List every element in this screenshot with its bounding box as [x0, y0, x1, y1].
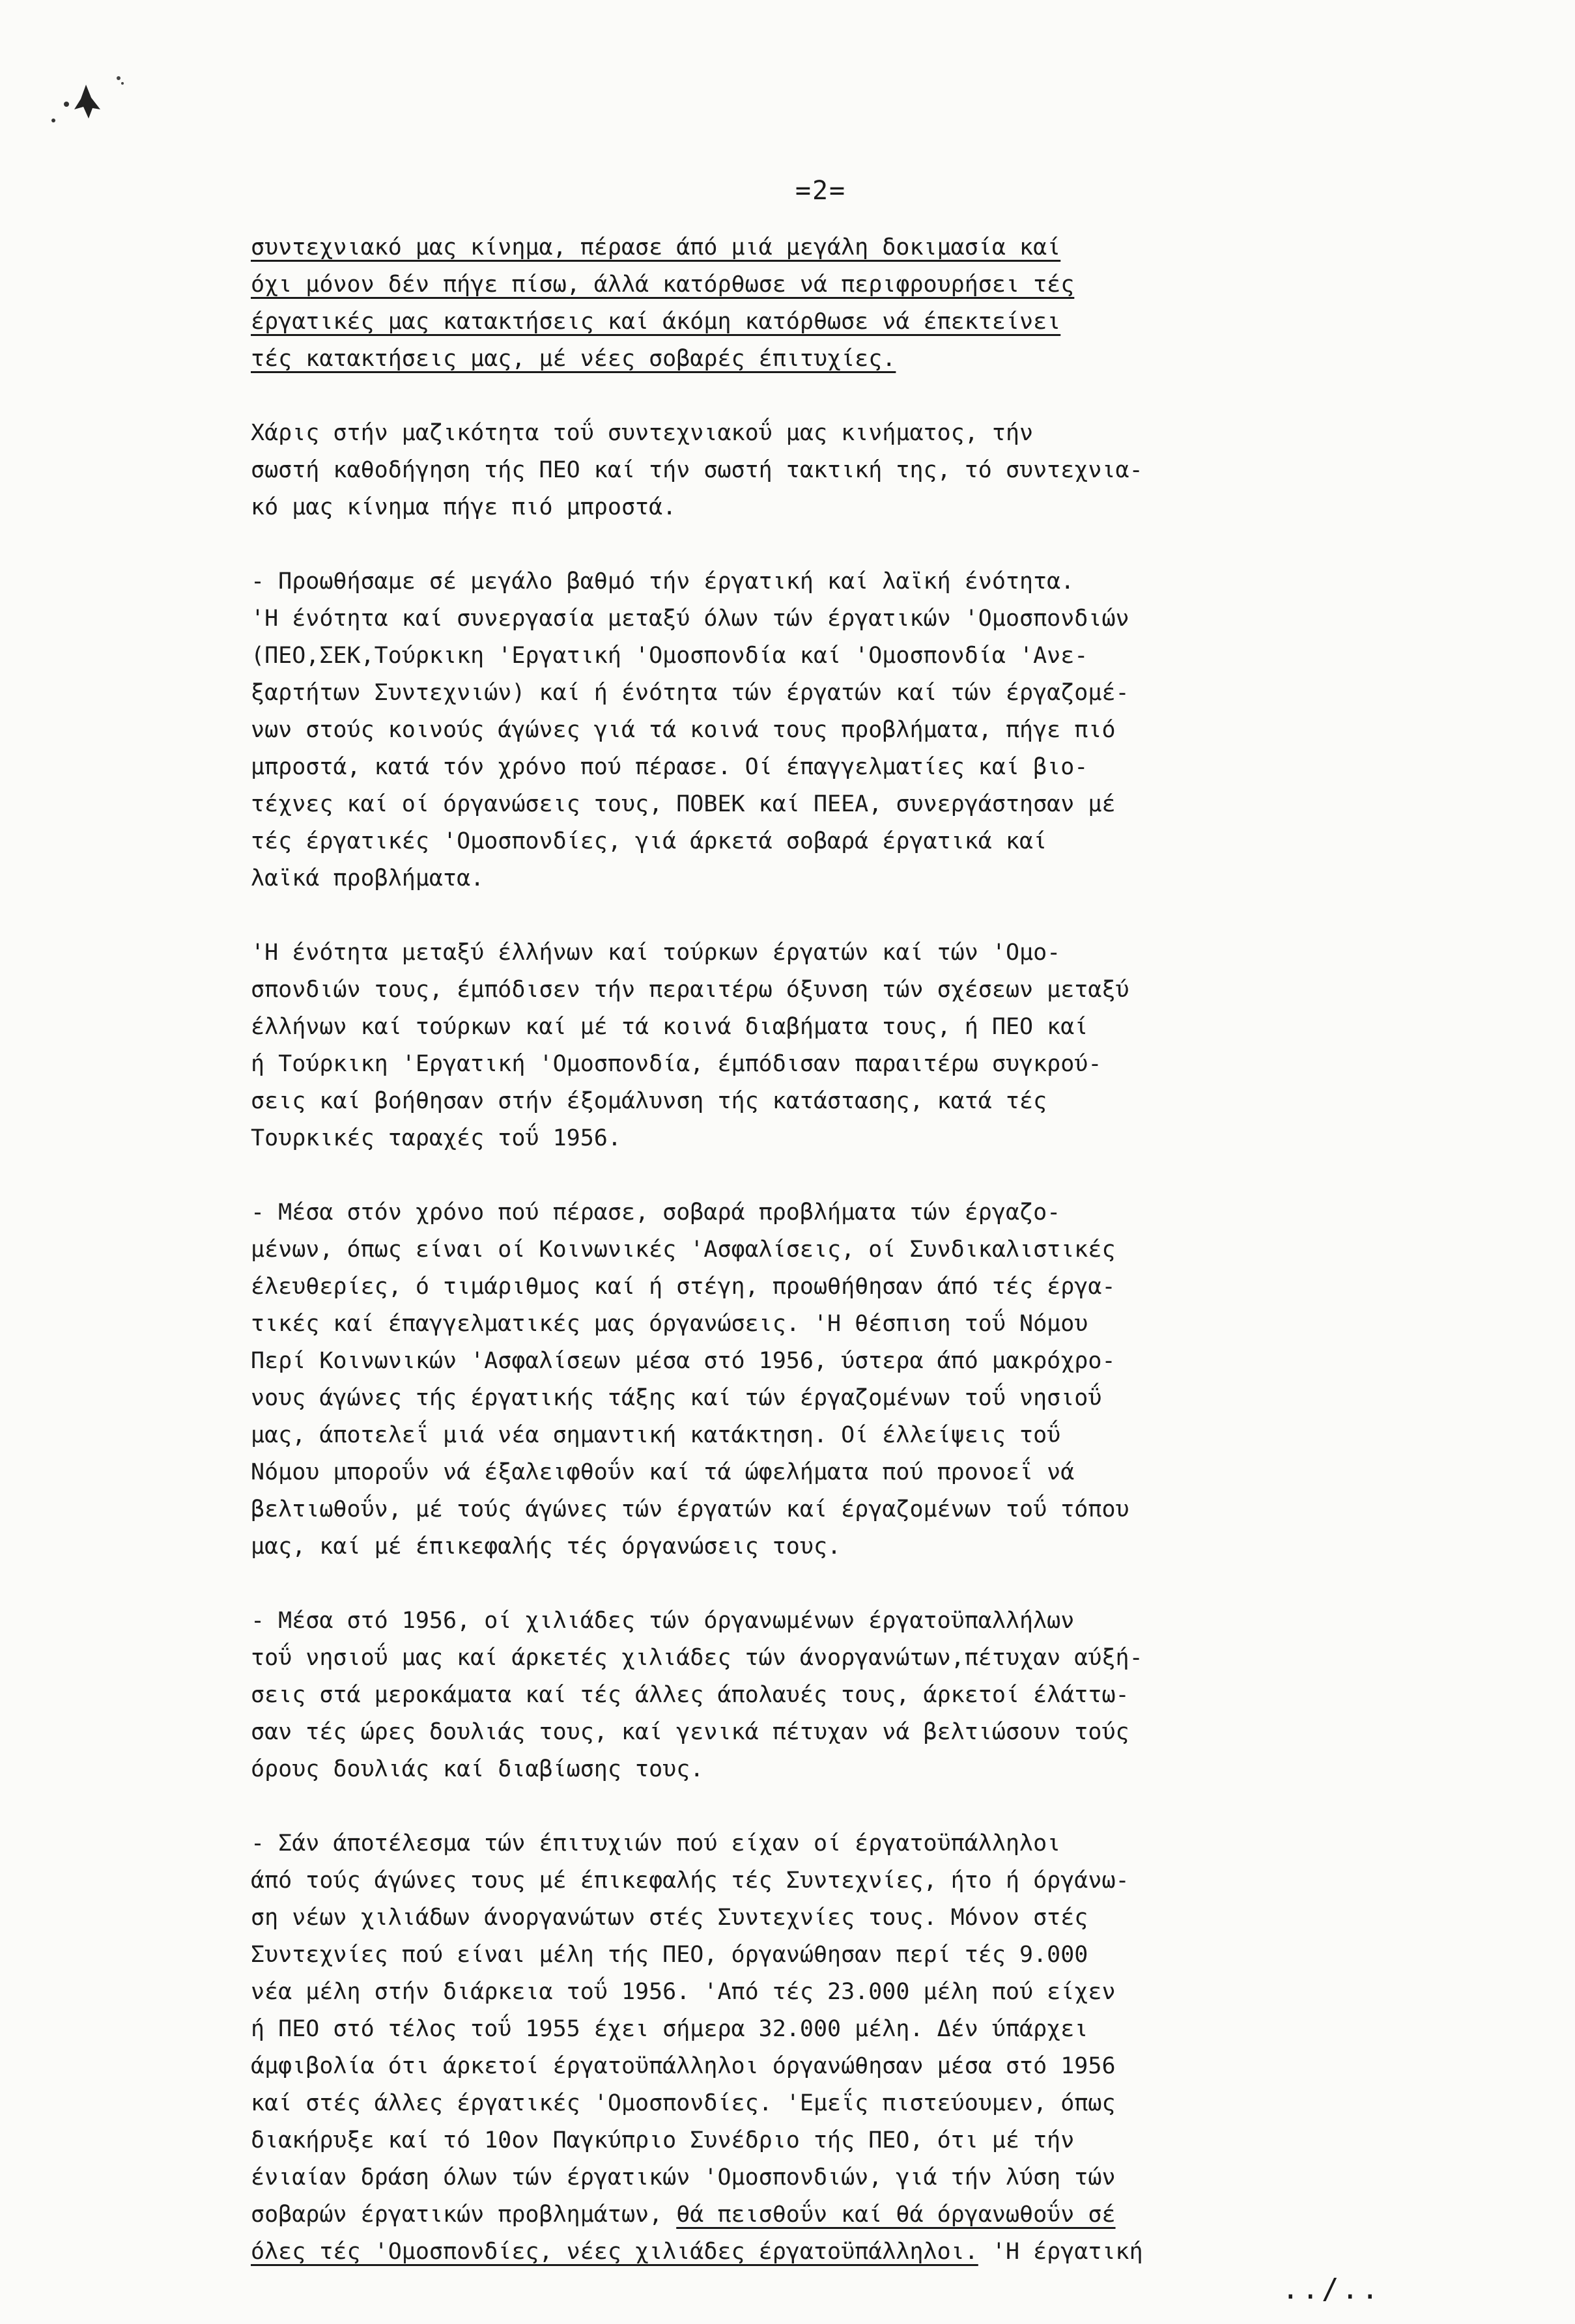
- text-line: λαϊκά προβλήματα.: [251, 865, 485, 891]
- text-line: ή Τούρκικη 'Εργατική 'Ομοσπονδία, έμπόδισαν παραιτέρω συγκρού-: [251, 1051, 1102, 1077]
- text-line: όλες τές 'Ομοσπονδίες, νέες χιλιάδες έργατοϋπάλληλοι. 'Η έργατική: [251, 2239, 1143, 2265]
- text-line: - Μέσα στόν χρόνο πού πέρασε, σοβαρά προβλήματα τών έργαζο-: [251, 1199, 1061, 1225]
- text-line: βελτιωθοΰν, μέ τούς άγώνες τών έργατών καί έργαζομένων τοΰ τόπου: [251, 1496, 1129, 1522]
- text-line: ση νέων χιλιάδων άνοργανώτων στές Συντεχνίες τους. Μόνον στές: [251, 1905, 1088, 1931]
- text-line: σωστή καθοδήγηση τής ΠΕΟ καί τήν σωστή τακτική της, τό συντεχνια-: [251, 457, 1143, 483]
- text-line: άμφιβολία ότι άρκετοί έργατοϋπάλληλοι όργανώθησαν μέσα στό 1956: [251, 2053, 1116, 2079]
- text-line: Χάρις στήν μαζικότητα τοΰ συντεχνιακοΰ μας κινήματος, τήν: [251, 420, 1034, 446]
- text-line: μπροστά, κατά τόν χρόνο πού πέρασε. Οί έπαγγελματίες καί βιο-: [251, 754, 1088, 780]
- text-line: μένων, όπως είναι οί Κοινωνικές 'Ασφαλίσεις, οί Συνδικαλιστικές: [251, 1237, 1116, 1263]
- text-line: όχι μόνον δέν πήγε πίσω, άλλά κατόρθωσε νά περιφρουρήσει τές: [251, 272, 1075, 298]
- text-line: σοβαρών έργατικών προβλημάτων, θά πεισθοΰν καί θά όργανωθοΰν σέ: [251, 2202, 1116, 2228]
- text-line: τικές καί έπαγγελματικές μας όργανώσεις. 'Η θέσπιση τοΰ Νόμου: [251, 1311, 1088, 1337]
- text-line: τέχνες καί οί όργανώσεις τους, ΠΟΒΕΚ καί ΠΕΕΑ, συνεργάστησαν μέ: [251, 791, 1116, 817]
- paragraph: [251, 1603, 1524, 1788]
- text-line: έλλήνων καί τούρκων καί μέ τά κοινά διαβήματα τους, ή ΠΕΟ καί: [251, 1014, 1088, 1040]
- text-line: άπό τούς άγώνες τους μέ έπικεφαλής τές Συντεχνίες, ήτο ή όργάνω-: [251, 1868, 1129, 1894]
- text-line: Τουρκικές ταραχές τοΰ 1956.: [251, 1125, 621, 1151]
- text-line: τοΰ νησιοΰ μας καί άρκετές χιλιάδες τών άνοργανώτων,πέτυχαν αύξή-: [251, 1645, 1143, 1671]
- text-line: τές έργατικές 'Ομοσπονδίες, γιά άρκετά σοβαρά έργατικά καί: [251, 828, 1047, 854]
- ink-mark-icon: [40, 59, 125, 143]
- text-line: σεις στά μεροκάματα καί τές άλλες άπολαυές τους, άρκετοί έλάττω-: [251, 1682, 1129, 1708]
- page-number: =2=: [795, 176, 847, 206]
- paragraph-gap: [251, 897, 1524, 934]
- paragraph: [251, 563, 1524, 897]
- paragraph-gap: [251, 1157, 1524, 1194]
- text-line: νων στούς κοινούς άγώνες γιά τά κοινά τους προβλήματα, πήγε πιό: [251, 717, 1116, 743]
- paragraph: [251, 229, 1524, 378]
- paragraph: [251, 934, 1524, 1157]
- paragraph: [251, 1194, 1524, 1565]
- text-line: ένιαίαν δράση όλων τών έργατικών 'Ομοσπονδιών, γιά τήν λύση τών: [251, 2164, 1116, 2191]
- text-line: νους άγώνες τής έργατικής τάξης καί τών έργαζομένων τοΰ νησιοΰ: [251, 1385, 1102, 1411]
- text-line: 'Η ένότητα μεταξύ έλλήνων καί τούρκων έργατών καί τών 'Ομο-: [251, 940, 1061, 966]
- text-line: νέα μέλη στήν διάρκεια τοΰ 1956. 'Από τές 23.000 μέλη πού είχεν: [251, 1979, 1116, 2005]
- text-line: - Σάν άποτέλεσμα τών έπιτυχιών πού είχαν οί έργατοϋπάλληλοι: [251, 1830, 1061, 1856]
- text-line: όρους δουλιάς καί διαβίωσης τους.: [251, 1756, 704, 1782]
- text-line: καί στές άλλες έργατικές 'Ομοσπονδίες. 'Εμεΐς πιστεύουμεν, όπως: [251, 2090, 1116, 2116]
- text-line: ξαρτήτων Συντεχνιών) καί ή ένότητα τών έργατών καί τών έργαζομέ-: [251, 680, 1129, 706]
- text-line: έλευθερίες, ό τιμάριθμος καί ή στέγη, προωθήθησαν άπό τές έργα-: [251, 1274, 1116, 1300]
- text-line: κό μας κίνημα πήγε πιό μπροστά.: [251, 494, 677, 520]
- text-line: - Προωθήσαμε σέ μεγάλο βαθμό τήν έργατική καί λαϊκή ένότητα.: [251, 568, 1075, 595]
- text-line: Περί Κοινωνικών 'Ασφαλίσεων μέσα στό 1956, ύστερα άπό μακρόχρο-: [251, 1348, 1116, 1374]
- continuation-mark: ../..: [1282, 2273, 1382, 2306]
- text-line: (ΠΕΟ,ΣΕΚ,Τούρκικη 'Εργατική 'Ομοσπονδία καί 'Ομοσπονδία 'Ανε-: [251, 643, 1088, 669]
- paragraph-gap: [251, 378, 1524, 415]
- text-line: μας, καί μέ έπικεφαλής τές όργανώσεις τους.: [251, 1533, 842, 1560]
- document-body: [251, 229, 1524, 2271]
- text-line: έργατικές μας κατακτήσεις καί άκόμη κατόρθωσε νά έπεκτείνει: [251, 309, 1061, 335]
- text-line: σαν τές ώρες δουλιάς τους, καί γενικά πέτυχαν νά βελτιώσουν τούς: [251, 1719, 1129, 1745]
- text-line: συντεχνιακό μας κίνημα, πέρασε άπό μιά μεγάλη δοκιμασία καί: [251, 234, 1061, 260]
- paragraph-gap: [251, 526, 1524, 563]
- text-line: διακήρυξε καί τό 10ον Παγκύπριο Συνέδριο τής ΠΕΟ, ότι μέ τήν: [251, 2127, 1075, 2153]
- text-line: Συντεχνίες πού είναι μέλη τής ΠΕΟ, όργανώθησαν περί τές 9.000: [251, 1942, 1088, 1968]
- text-line: ή ΠΕΟ στό τέλος τοΰ 1955 έχει σήμερα 32.000 μέλη. Δέν ύπάρχει: [251, 2016, 1088, 2042]
- text-line: σεις καί βοήθησαν στήν έξομάλυνση τής κατάστασης, κατά τές: [251, 1088, 1047, 1114]
- paragraph-gap: [251, 1788, 1524, 1825]
- paragraph: [251, 1825, 1524, 2271]
- paragraph-gap: [251, 1565, 1524, 1603]
- text-line: 'Η ένότητα καί συνεργασία μεταξύ όλων τών έργατικών 'Ομοσπονδιών: [251, 606, 1129, 632]
- text-line: τές κατακτήσεις μας, μέ νέες σοβαρές έπιτυχίες.: [251, 346, 896, 372]
- text-line: σπονδιών τους, έμπόδισεν τήν περαιτέρω όξυνση τών σχέσεων μεταξύ: [251, 977, 1129, 1003]
- text-line: Νόμου μποροΰν νά έξαλειφθοΰν καί τά ώφελήματα πού προνοεΐ νά: [251, 1459, 1075, 1485]
- text-line: - Μέσα στό 1956, οί χιλιάδες τών όργανωμένων έργατοϋπαλλήλων: [251, 1608, 1075, 1634]
- text-line: μας, άποτελεΐ μιά νέα σημαντική κατάκτηση. Οί έλλείψεις τοΰ: [251, 1422, 1061, 1448]
- paragraph: [251, 415, 1524, 526]
